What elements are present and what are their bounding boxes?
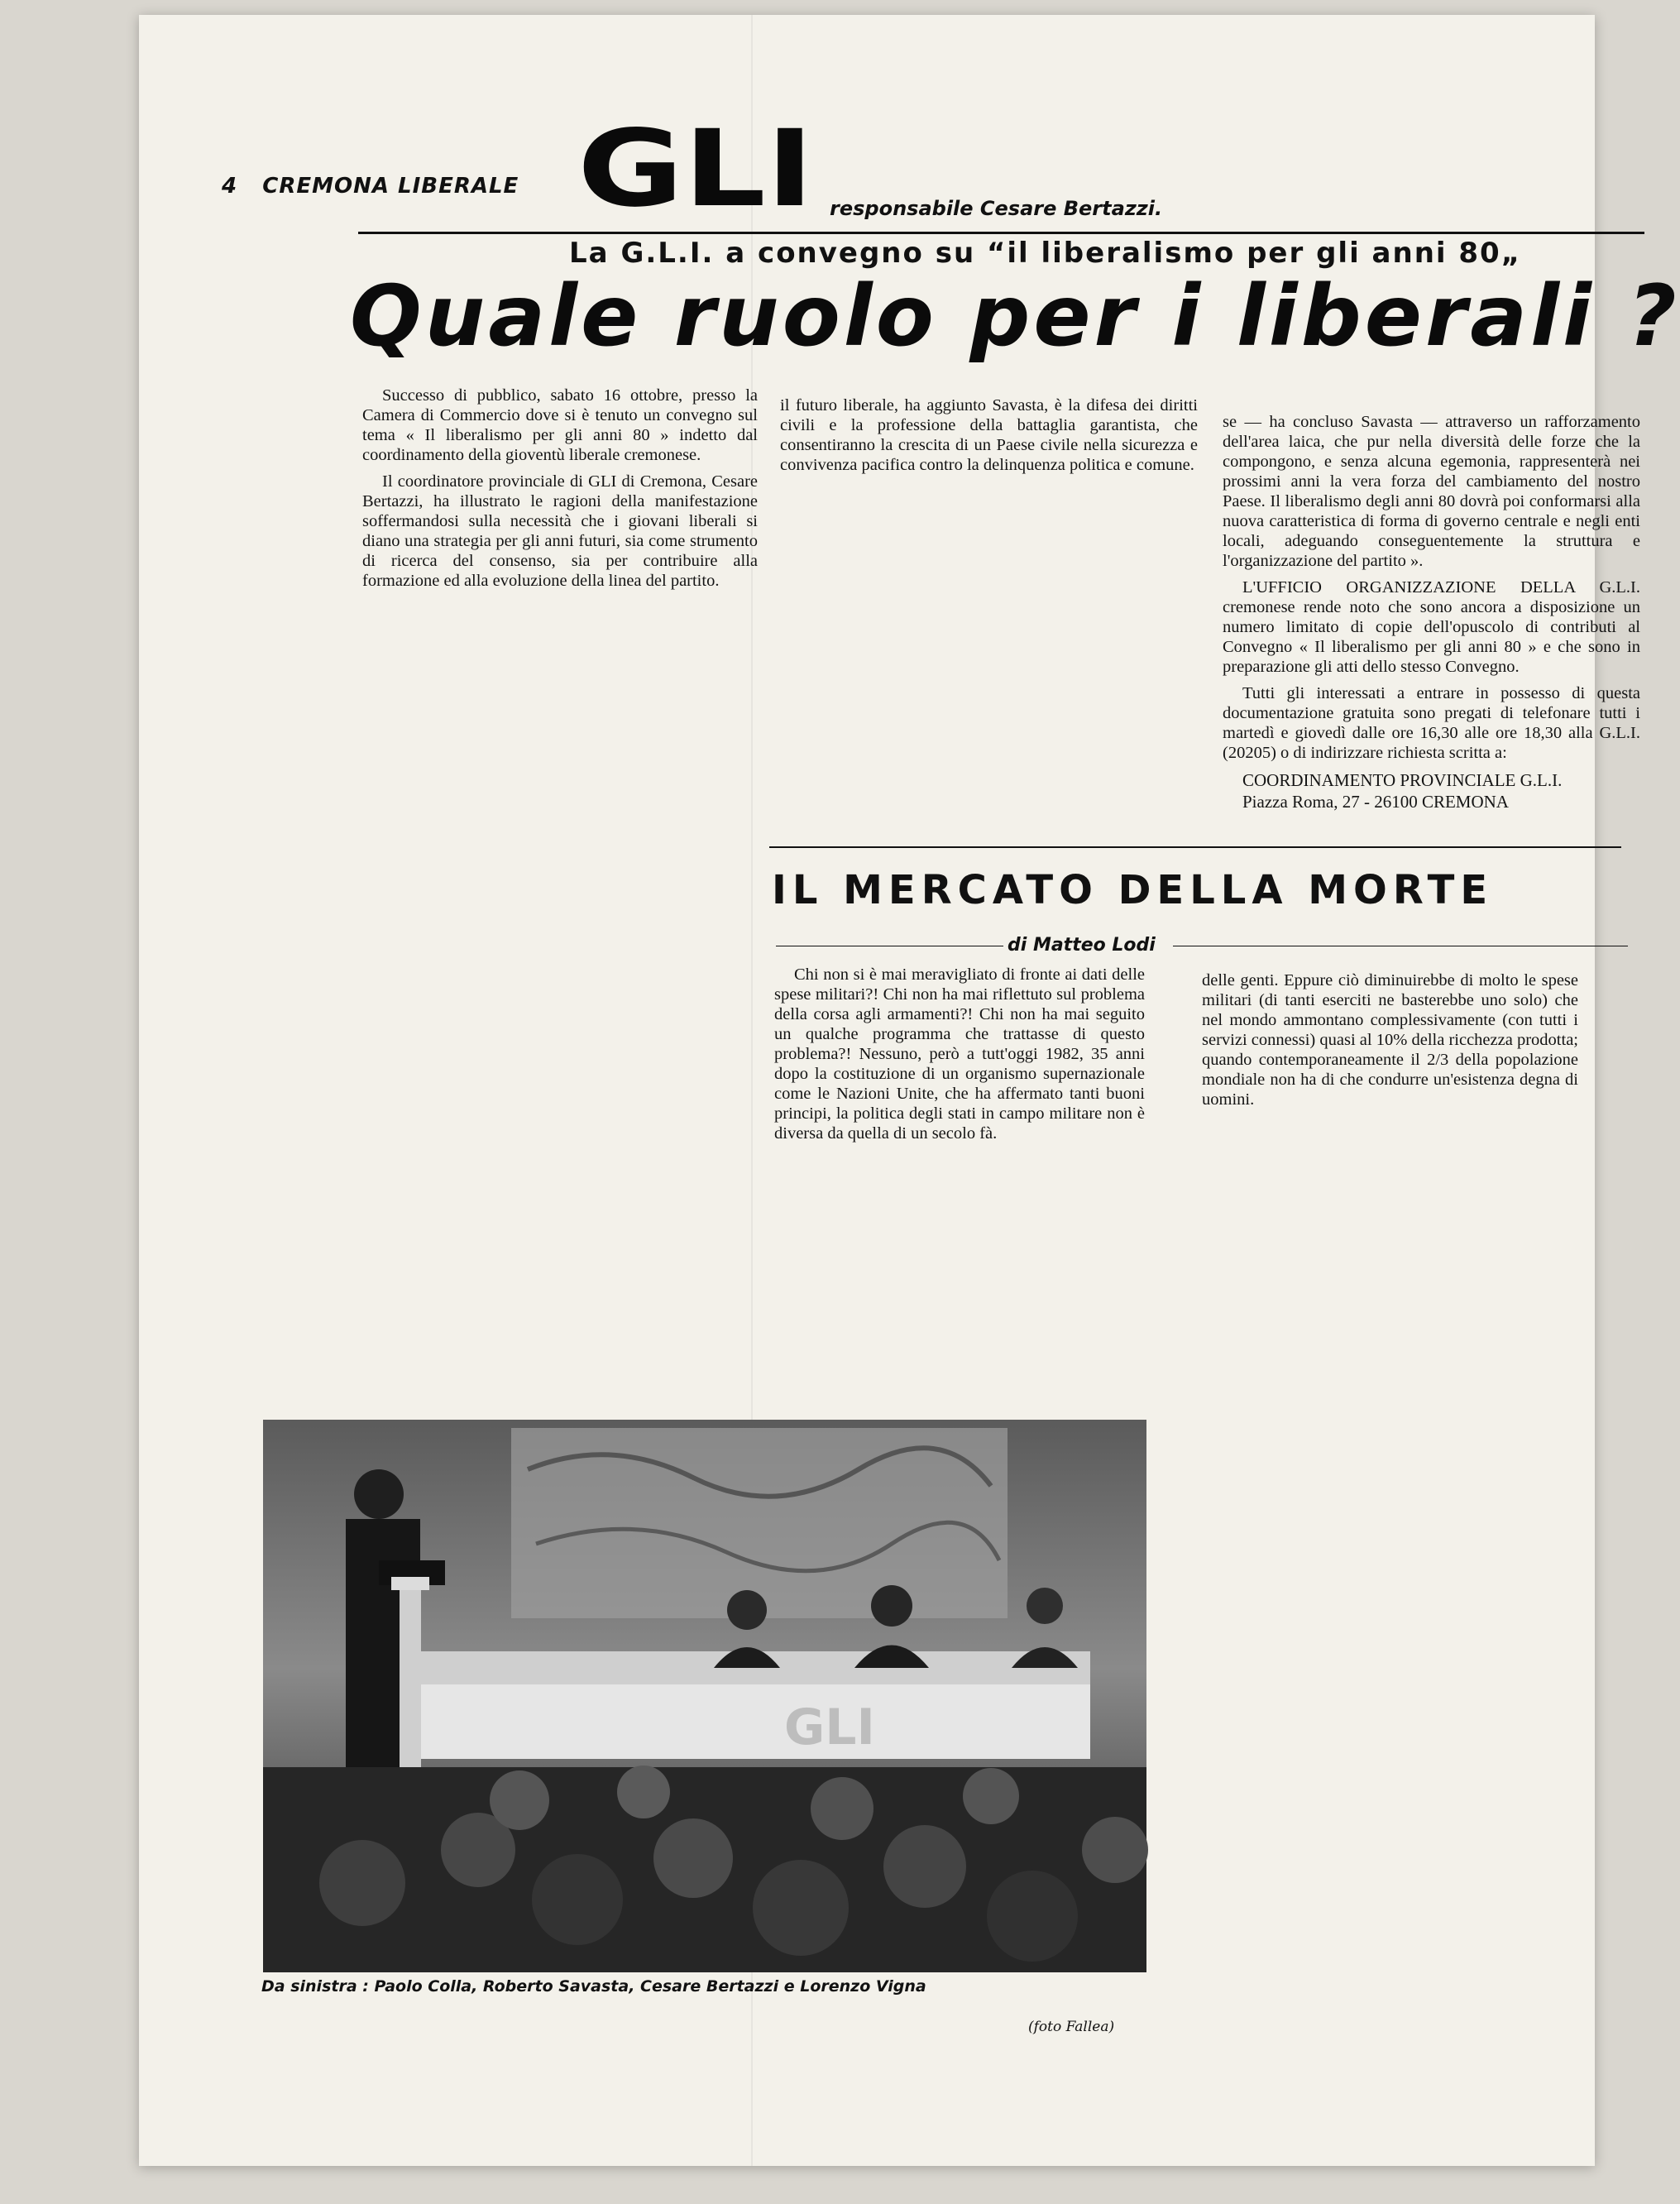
article2-title: IL MERCATO DELLA MORTE [772,867,1494,913]
article2-col2-paragraph-1: delle genti. Eppure ciò diminuirebbe di molto le spese militari (di tanti eserciti ne basterebbe uno solo) che nel mondo ammontano complessivamente (con tutti i servizi connessi) quasi al 10% della ricchezza prodotta; quando contemporaneamente il 2/3 della popolazione mondiale non ha di che condurre un'esistenza degna di uomini. [1202,971,1578,1109]
photo-banner-text: GLI [784,1699,875,1756]
section-divider [769,846,1621,848]
article1-column-2 [780,395,1198,838]
article2-col1-paragraph-1: Chi non si è mai meravigliato di fronte ai dati delle spese militari?! Chi non ha mai riflettuto sul problema della corsa agli armamenti?! Chi non ha mai seguito un qualche programma che trattasse di questo problema?! Nessuno, però a tutt'oggi 1982, 35 anni dopo la costituzione di un organismo supernazionale come le Nazioni Unite, che ha affermato tanti buoni principi, la politica degli stati in campo militare non è diversa da quella di un secolo fà. [774,965,1145,1143]
gli-logo [577,108,817,231]
article-kicker: La G.L.I. a convegno su “il liberalismo per gli anni 80„ [569,237,1522,270]
article1-col3-paragraph-1: se — ha concluso Savasta — attraverso un rafforzamento dell'area laica, che pur nella diversità delle forze che la compongono, e senza alcuna egemonia, rappresenterà nei prossimi anni la vera forza del cambiamento del nostro Paese. Il liberalismo degli anni 80 dovrà poi conformarsi alla nuova caratteristica di forma di governo centrale e negli enti locali, adeguando conseguentemente la struttura e l'organizzazione del partito ». [1223,413,1640,570]
address-line-2: Piazza Roma, 27 - 26100 CREMONA [1242,792,1509,812]
conference-photo-drawing [263,1420,1146,1972]
article1-column-3 [1223,412,1640,879]
masthead [222,108,1595,238]
article1-col3-paragraph-3: Tutti gli interessati a entrare in possesso di questa documentazione gratuita sono pregati di telefonare tutti i martedì e giovedì dalle ore 16,30 alle ore 18,30 alla G.L.I. (20205) o di indirizzare richiesta scritta a: [1223,684,1640,762]
article2-byline: di Matteo Lodi [1008,935,1156,956]
conference-photo [263,1420,1146,1972]
article1-col2-paragraph-1: il futuro liberale, ha aggiunto Savasta, è la difesa dei diritti civili e la professione della battaglia garantista, che consentiranno la crescita di un Paese civile nella sicurezza e convivenza pacifica contro la delinquenza politica e comune. [780,396,1198,474]
article1-col1-paragraph-1: Successo di pubblico, sabato 16 ottobre, presso la Camera di Commercio dove si è tenuto un convegno sul tema « Il liberalismo per gli anni 80 » indetto dal coordinamento della gioventù liberale cremonese. [362,386,758,464]
article2-column-2 [1202,970,1578,2042]
article1-col3-paragraph-2: L'UFFICIO ORGANIZZAZIONE DELLA G.L.I. cremonese rende noto che sono ancora a disposizione un numero limitato di copie dell'opuscolo di contributi al Convegno « Il liberalismo per gli anni 80 » e che sono in preparazione gli atti dello stesso Convegno. [1223,578,1640,676]
header-rule [358,232,1644,234]
publication-name: CREMONA LIBERALE [262,174,519,199]
responsible-editor: responsabile Cesare Bertazzi. [830,197,1163,220]
address-line-1: COORDINAMENTO PROVINCIALE G.L.I. [1242,770,1563,790]
photo-caption: Da sinistra : Paolo Colla, Roberto Savasta, Cesare Bertazzi e Lorenzo Vigna [261,1977,926,1996]
page-number: 4 [222,174,238,199]
photo-credit: (foto Fallea) [1028,2019,1115,2035]
article1-col1-paragraph-2: Il coordinatore provinciale di GLI di Cremona, Cesare Bertazzi, ha illustrato le ragioni della manifestazione soffermandosi sulla necessità che i giovani liberali si diano una strategia per gli anni futuri, sia come strumento di ricerca del consenso, sia per contribuire alla formazione ed alla evoluzione della linea del partito. [362,472,758,590]
article1-column-1 [362,386,758,1420]
article-headline: Quale ruolo per i liberali ? [350,267,1680,366]
page-number-and-publication [222,174,519,199]
gli-logo-text: GLI [577,108,814,231]
article2-column-1 [774,965,1145,1453]
newspaper-page [139,15,1680,2166]
